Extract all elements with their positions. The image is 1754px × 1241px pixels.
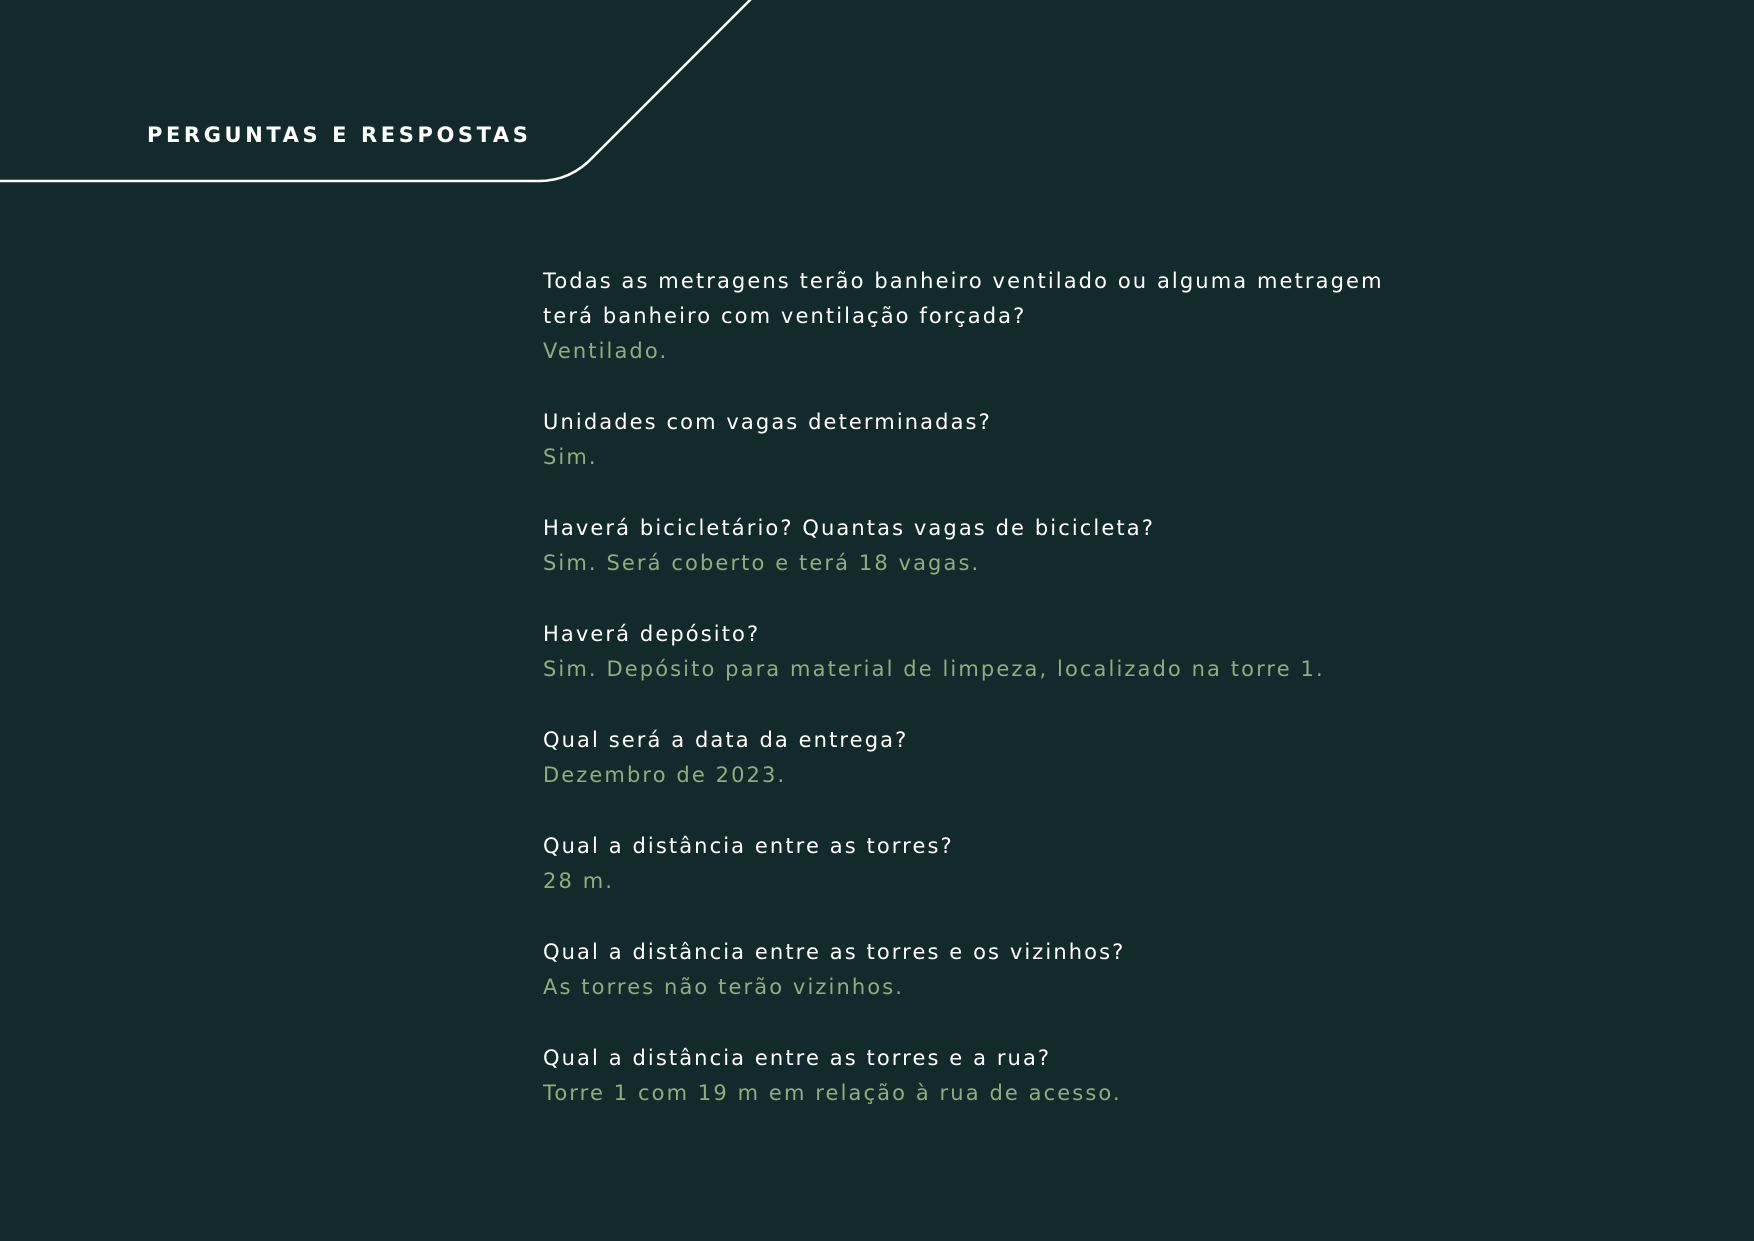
question-line: Qual a distância entre as torres e os vizinhos? bbox=[543, 940, 1126, 964]
qa-item bbox=[543, 405, 1443, 475]
qa-item bbox=[543, 617, 1443, 687]
question-line: terá banheiro com ventilação forçada? bbox=[543, 304, 1027, 328]
answer: As torres não terão vizinhos. bbox=[543, 975, 905, 999]
qa-item bbox=[543, 935, 1443, 1005]
qa-item bbox=[543, 723, 1443, 793]
qa-list bbox=[543, 264, 1443, 1147]
qa-item bbox=[543, 511, 1443, 581]
question-line: Qual será a data da entrega? bbox=[543, 728, 909, 752]
section-title: PERGUNTAS E RESPOSTAS bbox=[147, 123, 532, 147]
answer: Ventilado. bbox=[543, 339, 669, 363]
question-line: Haverá bicicletário? Quantas vagas de bicicleta? bbox=[543, 516, 1155, 540]
answer: Dezembro de 2023. bbox=[543, 763, 787, 787]
qa-item bbox=[543, 264, 1443, 369]
answer: Torre 1 com 19 m em relação à rua de acesso. bbox=[543, 1081, 1122, 1105]
question-line: Unidades com vagas determinadas? bbox=[543, 410, 992, 434]
qa-item bbox=[543, 829, 1443, 899]
question-line: Qual a distância entre as torres e a rua? bbox=[543, 1046, 1052, 1070]
answer: Sim. Depósito para material de limpeza, localizado na torre 1. bbox=[543, 657, 1325, 681]
question-line: Todas as metragens terão banheiro ventilado ou alguma metragem bbox=[543, 269, 1384, 293]
question-line: Haverá depósito? bbox=[543, 622, 761, 646]
qa-item bbox=[543, 1041, 1443, 1111]
answer: Sim. Será coberto e terá 18 vagas. bbox=[543, 551, 981, 575]
answer: Sim. bbox=[543, 445, 598, 469]
answer: 28 m. bbox=[543, 869, 615, 893]
question-line: Qual a distância entre as torres? bbox=[543, 834, 954, 858]
